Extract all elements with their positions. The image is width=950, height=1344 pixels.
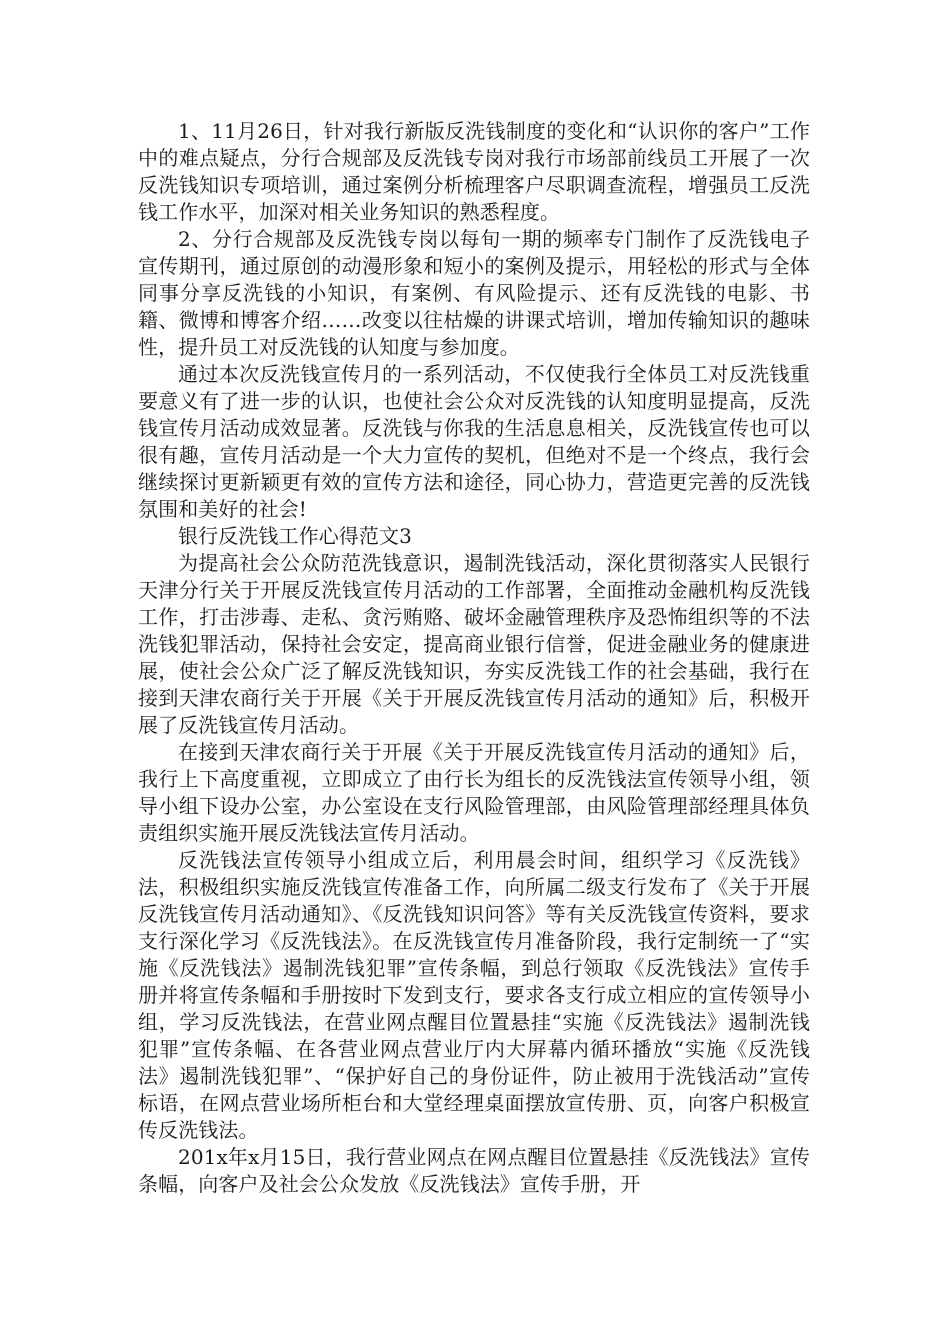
- section-heading: 银行反洗钱工作心得范文3: [178, 524, 412, 548]
- paragraph-organization: 在接到天津农商行关于开展《关于开展反洗钱宣传月活动的通知》后，我行上下高度重视，立即成立了由行长为组长的反洗钱法宣传领导小组，领导小组下设办公室，办公室设在支行风险管理部，由风险管理部经理具体负责组织实施开展反洗钱法宣传月活动。: [138, 740, 810, 845]
- paragraph-training: 1、11月26日，针对我行新版反洗钱制度的变化和“认识你的客户”工作中的难点疑点，分行合规部及反洗钱专岗对我行市场部前线员工开展了一次反洗钱知识专项培训，通过案例分析梳理客户尽职调查流程，增强员工反洗钱工作水平，加深对相关业务知识的熟悉程度。: [138, 119, 810, 224]
- paragraph-summary: 通过本次反洗钱宣传月的一系列活动，不仅使我行全体员工对反洗钱重要意义有了进一步的认识，也使社会公众对反洗钱的认知度明显提高，反洗钱宣传月活动成效显著。反洗钱与你我的生活息息相关，反洗钱宣传也可以很有趣，宣传月活动是一个大力宣传的契机，但绝对不是一个终点，我行会继续探讨更新颖更有效的宣传方法和途径，同心协力，营造更完善的反洗钱氛围和美好的社会!: [138, 362, 810, 521]
- document-page: [138, 118, 810, 1198]
- paragraph-activity-date: 201x年x月15日，我行营业网点在网点醒目位置悬挂《反洗钱法》宣传条幅，向客户及社会公众发放《反洗钱法》宣传手册，开: [138, 1145, 810, 1196]
- paragraph-e-journal: 2、分行合规部及反洗钱专岗以每旬一期的频率专门制作了反洗钱电子宣传期刊，通过原创的动漫形象和短小的案例及提示，用轻松的形式与全体同事分享反洗钱的小知识，有案例、有风险提示、还有反洗钱的电影、书籍、微博和博客介绍……改变以往枯燥的讲课式培训，增加传输知识的趣味性，提升员工对反洗钱的认知度与参加度。: [138, 227, 810, 359]
- paragraph-preparation: 反洗钱法宣传领导小组成立后，利用晨会时间，组织学习《反洗钱》法，积极组织实施反洗钱宣传准备工作，向所属二级支行发布了《关于开展反洗钱宣传月活动通知》、《反洗钱知识问答》等有关反洗钱宣传资料，要求支行深化学习《反洗钱法》。在反洗钱宣传月准备阶段，我行定制统一了“实施《反洗钱法》遏制洗钱犯罪”宣传条幅，到总行领取《反洗钱法》宣传手册并将宣传条幅和手册按时下发到支行，要求各支行成立相应的宣传领导小组，学习反洗钱法，在营业网点醒目位置悬挂“实施《反洗钱法》遏制洗钱犯罪”宣传条幅、在各营业网点营业厅内大屏幕内循环播放“实施《反洗钱法》遏制洗钱犯罪”、“保护好自己的身份证件，防止被用于洗钱活动”宣传标语，在网点营业场所柜台和大堂经理桌面摆放宣传册、页，向客户积极宣传反洗钱法。: [138, 848, 810, 1142]
- paragraph-purpose: 为提高社会公众防范洗钱意识，遏制洗钱活动，深化贯彻落实人民银行天津分行关于开展反洗钱宣传月活动的工作部署，全面推动金融机构反洗钱工作，打击涉毒、走私、贪污贿赂、破坏金融管理秩序及恐怖组织等的不法洗钱犯罪活动，保持社会安定，提高商业银行信誉，促进金融业务的健康进展，使社会公众广泛了解反洗钱知识，夯实反洗钱工作的社会基础，我行在接到天津农商行关于开展《关于开展反洗钱宣传月活动的通知》后，积极开展了反洗钱宣传月活动。: [138, 551, 810, 737]
